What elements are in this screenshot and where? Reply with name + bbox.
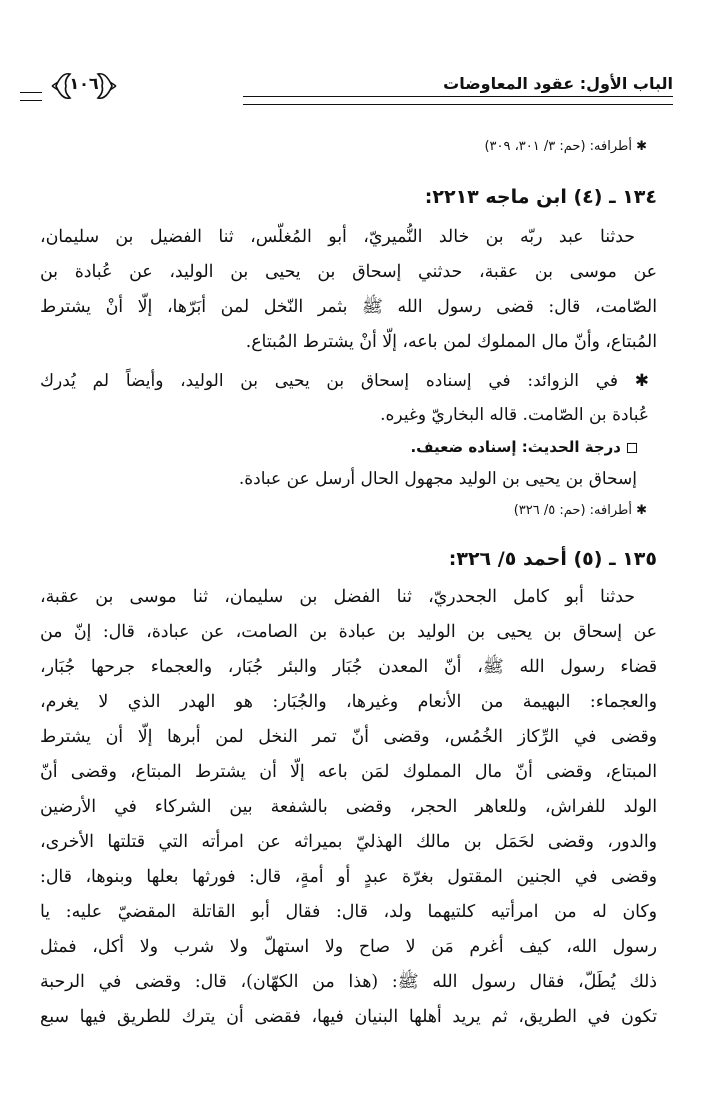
atraf-note: ✱ أطرافه: (حم: ٥/ ٣٢٦)	[513, 503, 647, 518]
text-line: والعجماء: البهيمة من الأنعام وغيرها، والجُبَار: هو الهدر الذي لا يغرم،	[40, 692, 657, 712]
text-line: المُبتاع، وأنّ مال المملوك لمن باعه، إلّا أنْ يشترط المُبتاع.	[245, 332, 657, 352]
square-bullet-icon	[627, 443, 637, 453]
text-line: عن موسى بن عقبة، حدثني إسحاق بن يحيى بن الوليد، عن عُبادة بن	[40, 262, 657, 282]
text-line: عن إسحاق بن يحيى بن الوليد بن عبادة بن الصامت، عن عبادة، قال: إنّ من	[40, 622, 657, 642]
hadith-text	[40, 220, 657, 360]
zawaid-note	[40, 364, 657, 432]
note-line: ✱ في الزوائد: في إسناده إسحاق بن يحيى بن الوليد، وأيضاً لم يُدرك	[40, 371, 649, 391]
text-line: والدور، وقضى لحَمَل بن مالك الهذليّ بميراثه عن امرأته التي قتلتها الأخرى،	[40, 832, 657, 852]
text-line: وقضى في الجنين المقتول بغرّة عبدٍ أو أمةٍ، قال: فورثها بعلها وبنوها، قال:	[40, 867, 657, 887]
running-header	[28, 68, 673, 112]
text-line: رسول الله، كيف أغرم مَن لا صاح ولا استهلّ ولا شرب ولا أكل، فمثل	[40, 937, 657, 957]
header-rule-short	[20, 92, 42, 101]
text-line: وكان له من امرأتيه كلتيهما ولد، قال: فقال أبو القاتلة المقضيّ عليه: يا	[40, 902, 657, 922]
chapter-title: الباب الأول: عقود المعاوضات	[443, 74, 673, 93]
text-line: الصّامت، قال: قضى رسول الله ﷺ بثمر النّخل لمن أبَرّها، إلّا أنْ يشترط	[40, 297, 657, 317]
hadith-heading: ١٣٥ ـ (٥) أحمد ٥/ ٣٢٦:	[448, 548, 657, 570]
text-line: تكون في الطريق، ثم يريد أهلها البنيان فيها، فقضى أن يترك للطريق فيها سبع	[40, 1007, 657, 1027]
header-rule	[243, 96, 673, 105]
hadith-heading: ١٣٤ ـ (٤) ابن ماجه ٢٢١٣:	[424, 186, 657, 208]
text-line: حدثنا أبو كامل الجحدريّ، ثنا الفضل بن سليمان، ثنا موسى بن عقبة،	[40, 587, 635, 607]
text-line: الولد للفراش، وللعاهر الحجر، وقضى بالشفعة بين الشركاء في الأرضين	[40, 797, 657, 817]
hadith-text	[40, 580, 657, 1035]
page-number: ١٠٦	[69, 74, 99, 93]
text-line: المبتاع، وقضى أنّ مال المملوك لمَن باعه إلّا أن يشترط المبتاع، وقضى أنّ	[40, 762, 657, 782]
text-line: ذلك يُطَلّ، فقال رسول الله ﷺ: (هذا من الكهّان)، قال: وقضى في الرحبة	[40, 972, 657, 992]
text-line: حدثنا عبد ربّه بن خالد النُّميريّ، أبو المُغلّس، ثنا الفضيل بن سليمان،	[40, 227, 635, 247]
note-line: عُبادة بن الصّامت. قاله البخاريّ وغيره.	[380, 405, 649, 425]
hadith-grade	[40, 432, 637, 462]
text-line: وقضى في الرِّكاز الخُمُس، وقضى أنّ تمر النخل لمن أبرها إلّا أن يشترط	[40, 727, 657, 747]
text-line: قضاء رسول الله ﷺ، أنّ المعدن جُبَار والبئر جُبَار، والعجماء جرحها جُبَار،	[40, 657, 657, 677]
grade-text: درجة الحديث: إسناده ضعيف.	[410, 438, 621, 456]
atraf-note: ✱ أطرافه: (حم: ٣/ ٣٠١، ٣٠٩)	[484, 139, 647, 154]
grade-note: إسحاق بن يحيى بن الوليد مجهول الحال أرسل عن عبادة.	[238, 469, 637, 489]
page-body	[40, 128, 657, 1035]
